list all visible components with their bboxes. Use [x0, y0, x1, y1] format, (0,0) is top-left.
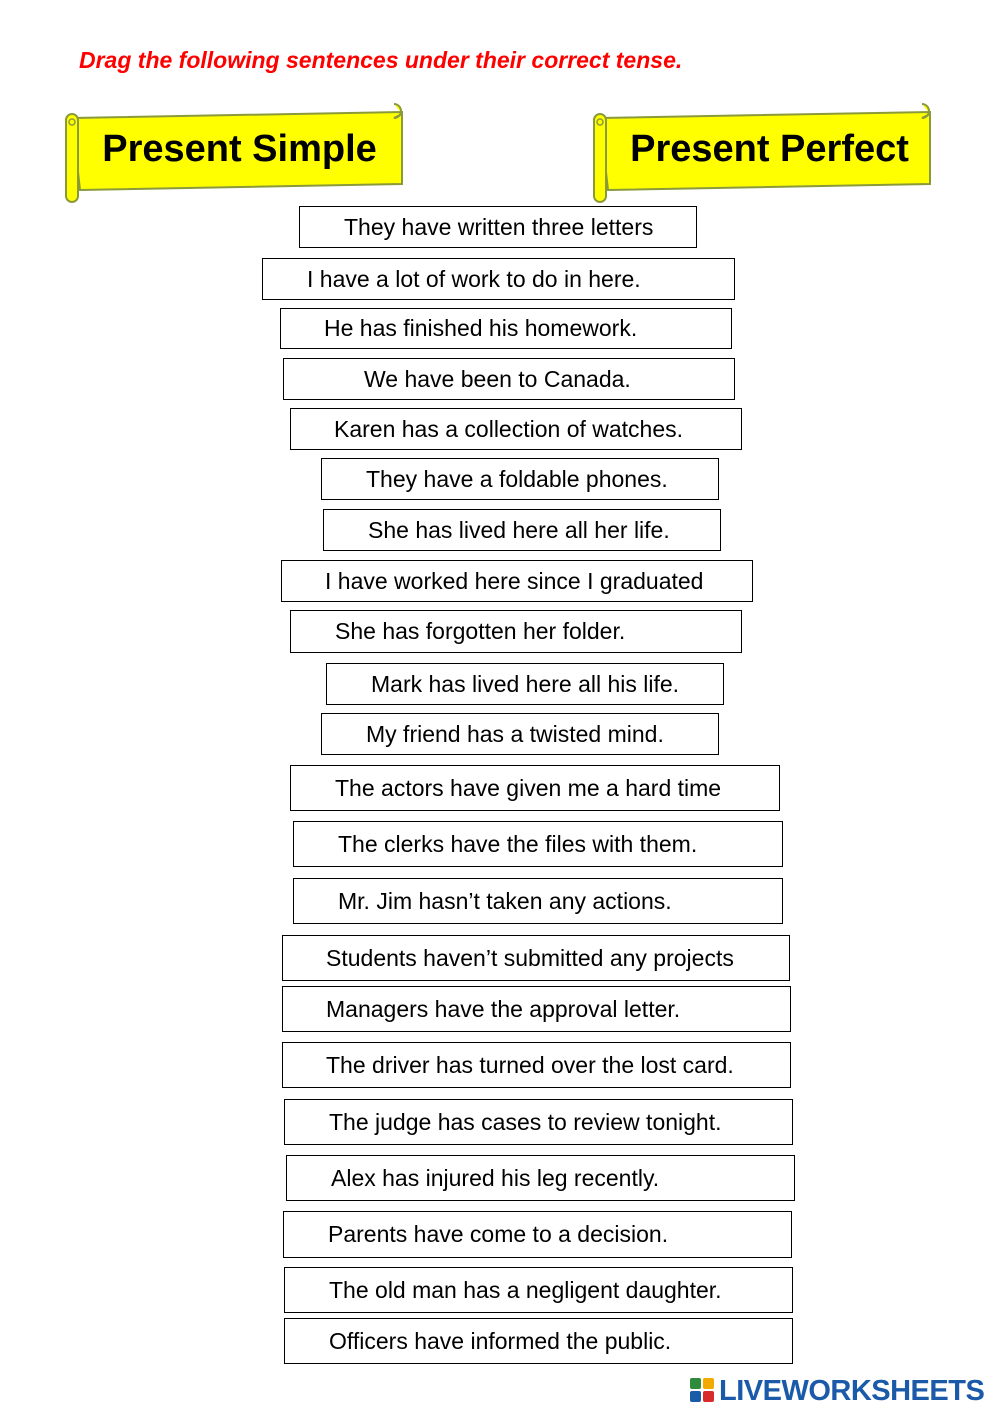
sentence-card[interactable]: My friend has a twisted mind. — [321, 713, 719, 755]
sentence-card[interactable]: The actors have given me a hard time — [290, 765, 780, 811]
sentence-card[interactable]: They have written three letters — [299, 206, 697, 248]
sentence-card[interactable]: Officers have informed the public. — [284, 1318, 793, 1364]
sentence-card[interactable]: The old man has a negligent daughter. — [284, 1267, 793, 1313]
sentence-card[interactable]: I have a lot of work to do in here. — [262, 258, 735, 300]
category-title: Present Perfect — [630, 127, 909, 170]
sentence-card[interactable]: She has lived here all her life. — [323, 509, 721, 551]
sentence-card[interactable]: He has finished his homework. — [280, 308, 732, 349]
sentence-card[interactable]: She has forgotten her folder. — [290, 610, 742, 653]
liveworksheets-logo-icon — [690, 1378, 716, 1404]
sentence-card[interactable]: Students haven’t submitted any projects — [282, 935, 790, 981]
instruction-text: Drag the following sentences under their correct tense. — [79, 47, 683, 73]
sentence-card[interactable]: Parents have come to a decision. — [283, 1211, 792, 1258]
drop-zone-present-perfect[interactable] — [592, 100, 937, 206]
sentence-card[interactable]: The judge has cases to review tonight. — [284, 1099, 793, 1145]
sentence-card[interactable]: We have been to Canada. — [283, 358, 735, 400]
drop-zone-present-simple[interactable] — [64, 100, 409, 206]
category-title: Present Simple — [102, 127, 377, 170]
sentence-card[interactable]: The driver has turned over the lost card. — [282, 1042, 791, 1088]
sentence-card[interactable]: Managers have the approval letter. — [282, 986, 791, 1032]
sentence-card[interactable]: They have a foldable phones. — [321, 458, 719, 500]
sentence-card[interactable]: Mark has lived here all his life. — [326, 663, 724, 705]
logo-text: LIVEWORKSHEETS — [719, 1374, 985, 1407]
sentence-card[interactable]: Alex has injured his leg recently. — [286, 1155, 795, 1201]
sentence-card[interactable]: Mr. Jim hasn’t taken any actions. — [293, 878, 783, 924]
sentence-card[interactable]: Karen has a collection of watches. — [290, 408, 742, 450]
liveworksheets-logo — [690, 1374, 984, 1408]
sentence-card[interactable]: The clerks have the files with them. — [293, 821, 783, 867]
sentence-card[interactable]: I have worked here since I graduated — [281, 560, 753, 602]
